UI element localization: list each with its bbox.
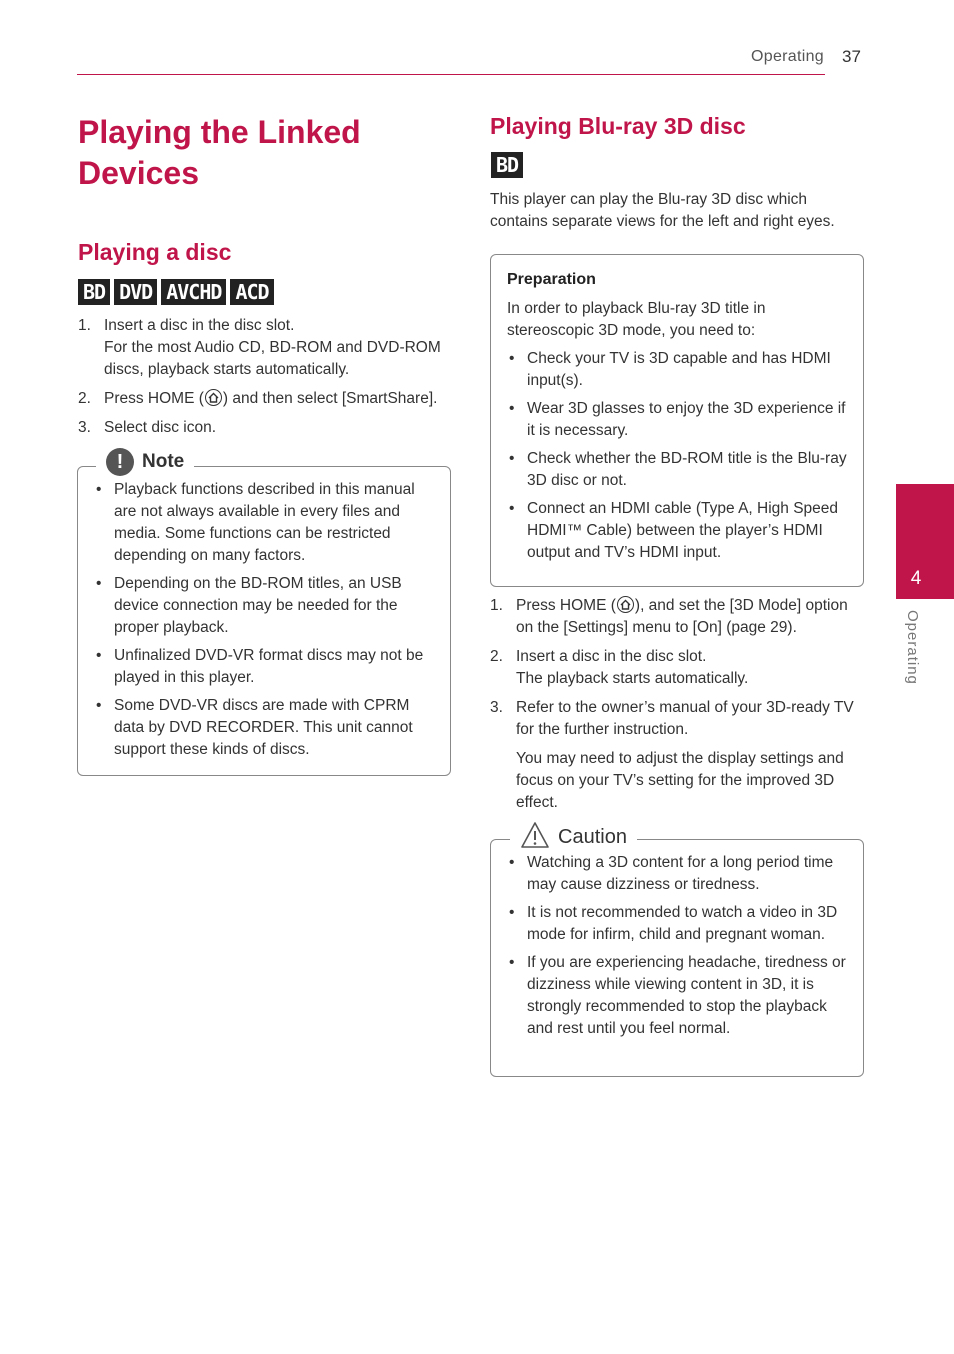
- list-item: • Check your TV is 3D capable and has HDMI input(s).: [507, 348, 852, 392]
- disc-type-badges-3d: [491, 152, 523, 178]
- list-item: • Depending on the BD-ROM titles, an USB device connection may be needed for the proper playback.: [94, 573, 440, 639]
- list-item: • It is not recommended to watch a video in 3D mode for infirm, child and pregnant woman.: [507, 902, 852, 946]
- chapter-number: 4: [910, 568, 922, 589]
- home-icon: [617, 596, 634, 613]
- page-number: 37: [842, 47, 861, 66]
- list-item: • Connect an HDMI cable (Type A, High Speed HDMI™ Cable) between the player’s HDMI output and TV’s HDMI input.: [507, 498, 852, 564]
- section-heading-playing-disc: Playing a disc: [78, 239, 232, 265]
- list-item: 2. Insert a disc in the disc slot. The playback starts automatically.: [490, 648, 749, 687]
- badge-bd: BD: [491, 152, 523, 178]
- list-item: 2. Press HOME ( ) and then select [SmartShare].: [78, 390, 438, 407]
- caution-header: [510, 821, 637, 854]
- warning-triangle-icon: [520, 821, 550, 854]
- page-title: Playing the Linked Devices: [78, 114, 361, 191]
- list-item: • Unfinalized DVD-VR format discs may not be played in this player.: [94, 645, 440, 689]
- exclamation-icon: !: [106, 448, 134, 476]
- badge-bd: BD: [78, 279, 110, 305]
- preparation-list: [507, 348, 852, 570]
- list-item: • If you are experiencing headache, tiredness or dizziness while viewing content in 3D, it is strongly recommended to stop the playback and rest until you feel normal.: [507, 952, 852, 1040]
- list-item: • Some DVD-VR discs are made with CPRM data by DVD RECORDER. This unit cannot support these kinds of discs.: [94, 695, 440, 761]
- disc-type-badges: [78, 279, 274, 305]
- badge-dvd: DVD: [114, 279, 157, 305]
- note-header: [96, 448, 194, 476]
- chapter-label: Operating: [904, 610, 921, 685]
- list-item: 1. Insert a disc in the disc slot. For the most Audio CD, BD-ROM and DVD-ROM discs, playback starts automatically.: [78, 317, 441, 378]
- preparation-intro: In order to playback Blu-ray 3D title in stereoscopic 3D mode, you need to:: [507, 300, 766, 339]
- caution-list: [507, 852, 852, 1046]
- preparation-title: Preparation: [507, 271, 596, 288]
- playing-disc-steps: [78, 315, 450, 446]
- note-list: [94, 479, 440, 767]
- list-item: • Playback functions described in this manual are not always available in every files and media. Some functions can be restricted depending on many factors.: [94, 479, 440, 567]
- list-item: • Check whether the BD-ROM title is the Blu-ray 3D disc or not.: [507, 448, 852, 492]
- list-item: • Wear 3D glasses to enjoy the 3D experience if it is necessary.: [507, 398, 852, 442]
- section-heading-bluray-3d: Playing Blu-ray 3D disc: [490, 113, 746, 139]
- list-item: 3. Select disc icon.: [78, 419, 216, 436]
- caution-title: Caution: [558, 826, 627, 848]
- bluray3d-intro: This player can play the Blu-ray 3D disc which contains separate views for the left and right eyes.: [490, 191, 835, 230]
- header-divider: [77, 74, 825, 75]
- header-section-label: Operating: [751, 48, 824, 65]
- bluray3d-steps: [490, 595, 864, 821]
- badge-acd: ACD: [230, 279, 273, 305]
- badge-avchd: AVCHD: [161, 279, 226, 305]
- note-title: Note: [142, 451, 185, 472]
- list-item: 3. Refer to the owner’s manual of your 3D-ready TV for the further instruction. You may need to adjust the display settings and focus on your TV’s setting for the improved 3D effect.: [490, 699, 854, 811]
- list-item: 1. Press HOME ( ), and set the [3D Mode] option on the [Settings] menu to [On] (page 29).: [490, 597, 848, 636]
- home-icon: [205, 389, 222, 406]
- list-item: • Watching a 3D content for a long period time may cause dizziness or tiredness.: [507, 852, 852, 896]
